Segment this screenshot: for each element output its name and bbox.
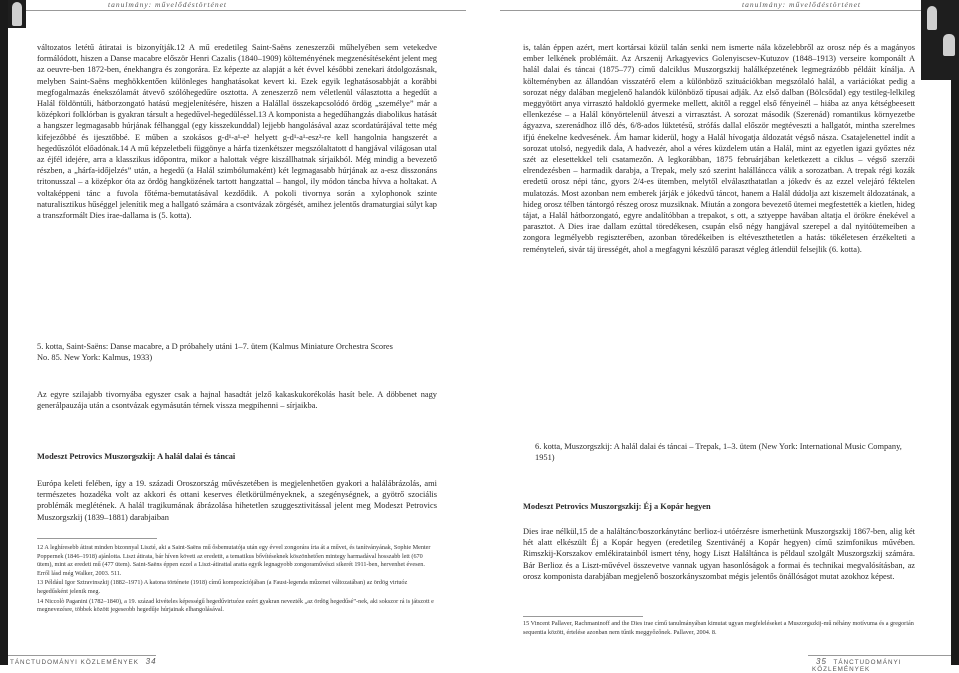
caption-figure-6: 6. kotta, Muszorgszkij: A halál dalai és táncai – Trepak, 1–3. ütem (New York: International Music Company, 1951)	[535, 442, 902, 463]
footer-rule-left	[8, 655, 156, 656]
page-number-right: 35	[816, 657, 827, 666]
footnote-12: 12 A leghíresebb átirat minden bizonnyal Liszté, aki a Saint-Saëns mű ősbemutatója után egy évvel zongorára írta át a művet, és tanítványának, Sophie Menter Poppernek (1846–1918) ajánlotta. Liszt átirata, bár híven követi az eredetit, a tematikus bővítéseknek köszönhetően mintegy harmadával hosszabb lett (670 ütem), mint az eredeti mű (477 ütem). Saint-Saëns éppen ezzel a Liszt-átirattal aratta egyik legnagyobb zongoraművészi sikerét 1911-ben, hervenhet évesen. Erről lásd még Walker, 2003. 511.	[37, 544, 431, 577]
footnotes-left	[37, 544, 437, 615]
footnote-14: 14 Niccolò Paganini (1782–1840), a 19. század kivételes képességű hegedűvirtuóze ezért gyakran nevezték „az ördög hegedűsé”-nek, aki sokszor rá is játszott e megnevezésre, többek között jegeseobb hegedűje húrjainak elhangolásával.	[37, 597, 434, 614]
footer-rule-right	[808, 655, 951, 656]
right-body-paragraph-1: is, talán éppen azért, mert kortársai közül talán senki nem ismerte nála közelebbről az orosz nép és a magányos ember lelkének problémáit. Az Arszenij Arkagyevics Golenyiscsev-Kutuzov (1848–1913) verseire komponált A halál dalai és táncai (1875–77) című dalciklus Muszorgszkij halálképzetének legmegrázóbb példáit kínálja. A költeményben az állandóan visszatérő elem a különböző szituációkban megszólaló halál, a variációkat pedig a sorozat négy dalában megjelenő halandók különböző típusai adják. Az első dalban (Bölcsődal) egy testileg-lelkileg meggyötört anya virrasztó haldokló gyermeke mellett, akitől a reggel első fényeinél – hiába az anya kétségbeesett ellenkezése – a Halál könyörtelenül átveszi a virrasztást. A sorozat második (Szerenád) romantikus környezetbe ágyazva, szerenádhoz illő dés, 6/8-ados lüktetésű, strófás dallal először megtéveszti a hallgatót, mintha szerelmes ifjú énekelne kedvesének. Ám hamar kiderül, hogy a Halál hívogatja áldozatát végső násza. Csatajelenettel indít a sorozat utolsó, negyedik dala, A hadvezér, ahol a véres küzdelem után a Halál, mint az egyetlen igazi győztes néz szét az elesettekkel teli csatamezőn. A legkorábban, 1875 februárjában keletkezett a ciklus – végső szerzői elrendezésben – harmadik darabja, a Trepak, mely szó szerint halálláncca válik a sorozatban. A trepak régi kozák eredetű orosz népi tánc, gyors 2/4-es ütemben, melytől elválaszthatatlan a jókedv és az ezzel velejáró féktelen mulatozás. Most azonban nem emberek járják e jókedvű táncot, hanem a Halál dúdolja azt kiszemelt áldozatának, a hideg orosz télben tántorgó részeg orosz muzsiknak. Miután a zongora bevezető ütemei megfestették a kietlen, hideg tájat, a Halál hátborzongató, egyre andalítóbban a trepakot, s ott, a sztyeppe havában altatja el örökre énekével a parasztot. A Dies irae dallam ezúttal töredékesen, csupán első négy hangjával szerepel a dal nyitóütemeiben a zongora legmélyebb regiszterében, azonban töredékeiben is eltéveszthetetlen a hatás: tökéletesen érzékelteti a reményteleń, sivár táj ürességét, ahol a megfagyni készülő paraszt végleg átlendül felsejlik (6. kotta).	[523, 43, 915, 254]
page-number-left: 34	[145, 657, 157, 666]
footnote-rule-right	[523, 616, 643, 617]
right-body-paragraph-2: Dies irae nélkül,15 de a haláltánc/boszorkánytánc berlioz-i utóérzésre ismerhetünk Muszorgszkij 1867-ben, alig két hét alatt elkészült Éj a Kopár hegyen (eredetileg Szentivánéj a Kopár hegyen) című szimfonikus művében. Rimszkij-Korszakov emlékiratainból ismert tény, hogy Liszt Haláltánca is példaul szolgált Muszorgszkij számára. Bár Berlioz és a Liszt-művével összevetve vannak ugyan hasonlóságok a formai és technikai megvalósításban, az orosz komponista darabjában megjelenő boszorkányszombat mégis jelentős önállóságot mutat azokhoz képest.	[523, 527, 915, 581]
footnote-13: 13 Például Igor Sztravinszkij (1882–1971) A katona története (1918) című kompozíciójában (a Faust-legenda műzenei változatában) az ördög virtuóz hegedűsként jelenik meg.	[37, 579, 408, 595]
left-section-heading: Modeszt Petrovics Muszorgszkij: A halál dalai és táncai	[37, 452, 236, 461]
header-label-right: tanulmány: művelődéstörténet	[742, 0, 862, 9]
header-photo-strip-right	[921, 0, 959, 80]
footer-journal-name-right: TÁNCTUDOMÁNYI KÖZLEMÉNYEK	[812, 659, 902, 673]
header-photo-strip-left	[8, 0, 26, 28]
footnotes-right	[523, 620, 915, 637]
dancer-figure	[12, 2, 22, 26]
dancer-figure	[943, 34, 955, 56]
dancer-figure	[927, 6, 937, 30]
left-body-paragraph-1: változatos letétű átiratai is bizonyítják.12 A mű eredetileg Saint-Saëns zeneszerzői műhelyében sem vetekedve formálódott, hiszen a Danse macabre először Henri Cazalis (1840–1909) költeményének megzenésítéseként jelent meg az oeuvre-ben 1872-ben, énekhangra és zongorára. Ez képezte az alapját a két évvel későbbi zenekari átdolgozásnak, melyben Saint-Saëns meghökkentően különleges hanghatásokat kevert ki. Ezek egyik leghatásosabbját a korábbi megfogalmazás énekszólamát átvevő szólóhegedűre osztotta. A zeneszerző nem véletlenül választotta a hegedűt a Halál földöntúli, hátborzongató hatású megjelenítésére, hiszen a Halállal összekapcsolódó ördög „személye” már a középkori folklórban is gyakran társult a hegedűvel-hegedüléssel.13 A komponista a hegedűhangzás diabolikus hatását a hangszer legmagasabb húrjának félhanggal (egy kisszekunddal) lejjebb hangolásával azaz scordatúrájával tette még kifejezőbbé és ijesztőbbé. E műben a szokásos g-d¹-a¹-e² helyett g-d¹-a¹-esz²-re kell hangolnia hangszerét a hegedűszólót előadónak.14 A mű képzeletbeli függönye a hárfa tizenkétszer megszólaltatott d hangjával világosan utal az éjfél idejére, arra a klasszikus időpontra, mikor a halottak végre kiszállhatnak sírjaikból. Még mindig a bevezető részben, a „hárfa-időjelzés” után, a hegedű (a Halál szimbólumaként) két legmagasabb húrjának az a-esz disszonáns tritonusszal – a középkor óta az ördög hangközének tartott hangzattal – hangol, ily módon táncba hívva a holtakat. A voltaképpeni tánc a fuvola főtéma-bemutatásával kezdődik. A pokoli tivornya során a xylophonok szinte naturalisztikus hűséggel jelenítik meg a hallgató számára a csontvázak zörgését, amihez jelentős dramaturgiai súlyt kap a transzformált Dies irae-dallama is (5. kotta).	[37, 43, 437, 221]
left-body-paragraph-2: Az egyre szilajabb tivornyába egyszer csak a hajnal hasadtát jelző kakaskukorékolás hasít bele. A döbbenet nagy generálpauzája után a csontvázak egymásután térnek vissza megpihenni – sírjaikba.	[37, 390, 437, 411]
footer-journal-name-left: TÁNCTUDOMÁNYI KÖZLEMÉNYEK	[10, 659, 139, 666]
left-body-paragraph-3: Európa keleti felében, így a 19. századi Oroszország művészetében is megjelenhetően gyakori a halálábrázolás, ami természetes hozadéka volt az akkori és ottani keserves életkörülményeknek, a szegénységnek, a gyötrő szociális problémák meglétének. A halál tragikumának ábrázolása hihetetlen szuggesztivitással jelent meg Modeszt Petrovics Muszorgszkij (1839–1881) darabjaiban	[37, 479, 437, 522]
right-section-heading: Modeszt Petrovics Muszorgszkij: Éj a Kopár hegyen	[523, 502, 711, 511]
footnote-15: 15 Vincent Pallaver, Rachmaninoff and the Dies irae című tanulmányában kimutat ugyan megfeleléseket a Muszorgszkij-mű néhány motívuma és a gregorián sequentia között, értelése azonban nem tűnik meggyőzőnek. Pallaver, 2004. 8.	[523, 620, 914, 636]
right-edge-bar	[951, 80, 959, 665]
footer-right	[812, 657, 959, 673]
left-edge-bar	[0, 0, 8, 665]
header-rule-left	[26, 10, 466, 11]
header-rule-right	[500, 10, 921, 11]
caption-figure-5: 5. kotta, Saint-Saëns: Danse macabre, a D próbahely utáni 1–7. ütem (Kalmus Miniature Orchestra Scores No. 85. New York: Kalmus, 1933)	[37, 342, 393, 363]
footnote-rule-left	[37, 538, 157, 539]
header-label-left: tanulmány: művelődéstörténet	[108, 0, 228, 9]
